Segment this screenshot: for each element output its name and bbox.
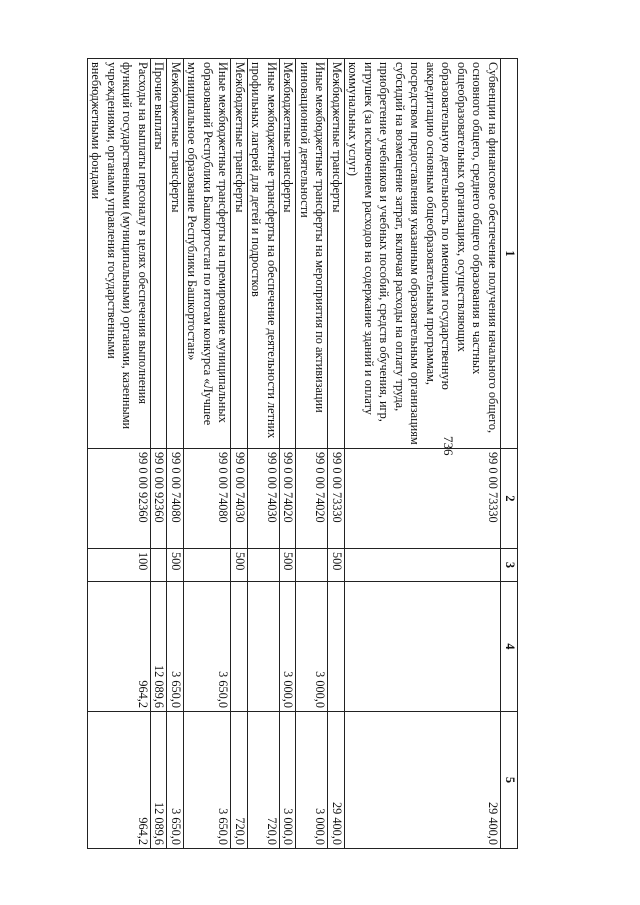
row-name: Иные межбюджетные трансферты на мероприятия по активизации инновационной деятельности	[296, 59, 328, 449]
table-row	[231, 59, 248, 849]
table-row	[345, 59, 501, 849]
row-col5: 3 000,0	[280, 712, 297, 849]
row-name: Иные межбюджетные трансферты на обеспечение деятельности летних профильных лагерей для детей и подростков	[248, 59, 280, 449]
row-code: 99 0 00 73330	[345, 449, 501, 549]
row-col4	[231, 582, 248, 712]
header-col-1: 1	[501, 59, 518, 449]
row-name: Расходы на выплаты персоналу в целях обеспечения выполнения функций государственными (муниципальными) органами, казенными учреждениями, органами управления государственными внебюджетными фондами	[88, 59, 151, 449]
row-col4: 3 000,0	[280, 582, 297, 712]
table-row	[296, 59, 328, 849]
row-col5: 3 000,0	[296, 712, 328, 849]
row-col5: 3 650,0	[184, 712, 232, 849]
row-col4	[328, 582, 345, 712]
table-row	[280, 59, 297, 849]
row-code: 99 0 00 73330	[328, 449, 345, 549]
row-vr	[296, 549, 328, 582]
row-name: Межбюджетные трансферты	[328, 59, 345, 449]
row-name: Межбюджетные трансферты	[167, 59, 184, 449]
table-row	[184, 59, 232, 849]
row-col5: 3 650,0	[167, 712, 184, 849]
row-col4: 12 089,6	[151, 582, 168, 712]
row-col4: 3 650,0	[167, 582, 184, 712]
row-vr	[184, 549, 232, 582]
row-name: Прочие выплаты	[151, 59, 168, 449]
row-col5: 964,2	[88, 712, 151, 849]
table-row	[328, 59, 345, 849]
row-vr: 500	[328, 549, 345, 582]
header-col-3: 3	[501, 549, 518, 582]
row-vr: 500	[231, 549, 248, 582]
row-col5: 29 400,0	[328, 712, 345, 849]
row-code: 99 0 00 74020	[296, 449, 328, 549]
row-vr	[151, 549, 168, 582]
budget-table	[87, 58, 518, 849]
header-col-2: 2	[501, 449, 518, 549]
row-code: 99 0 00 92360	[88, 449, 151, 549]
row-vr: 500	[280, 549, 297, 582]
row-vr: 100	[88, 549, 151, 582]
row-code: 99 0 00 74020	[280, 449, 297, 549]
row-code: 99 0 00 92360	[151, 449, 168, 549]
row-code: 99 0 00 74030	[248, 449, 280, 549]
page-number: 736	[441, 436, 456, 456]
row-name: Субвенции на финансовое обеспечение получения начального общего, основного общего, среднего общего образования в частных общеобразовательных организациях, осуществляющих образовательную деятельность по имеющим государственную аккредитацию основным общеобразовательным программам, посредством предоставления указанным образовательным организациям субсидий на возмещение затрат, включая расходы на оплату труда, приобретение учебников и учебных пособий, средств обучения, игр, игрушек (за исключением расходов на содержание зданий и оплату коммунальных услуг)	[345, 59, 501, 449]
row-col5: 29 400,0	[345, 712, 501, 849]
table-row	[248, 59, 280, 849]
row-code: 99 0 00 74030	[231, 449, 248, 549]
row-col5: 720,0	[231, 712, 248, 849]
row-col4: 3 650,0	[184, 582, 232, 712]
row-col4: 964,2	[88, 582, 151, 712]
header-row	[501, 59, 518, 849]
row-col5: 720,0	[248, 712, 280, 849]
row-code: 99 0 00 74080	[184, 449, 232, 549]
row-name: Межбюджетные трансферты	[280, 59, 297, 449]
row-vr: 500	[167, 549, 184, 582]
row-name: Межбюджетные трансферты	[231, 59, 248, 449]
table-row	[167, 59, 184, 849]
row-code: 99 0 00 74080	[167, 449, 184, 549]
row-name: Иные межбюджетные трансферты на премирование муниципальных образований Республики Башкортостан по итогам конкурса «Лучшее муниципальное образование Республики Башкортостан»	[184, 59, 232, 449]
header-col-4: 4	[501, 582, 518, 712]
table-row	[88, 59, 151, 849]
table-row	[151, 59, 168, 849]
rotated-table-wrapper	[78, 58, 518, 848]
row-col4: 3 000,0	[296, 582, 328, 712]
row-col4	[345, 582, 501, 712]
row-col5: 12 089,6	[151, 712, 168, 849]
row-vr	[345, 549, 501, 582]
row-col4	[248, 582, 280, 712]
header-col-5: 5	[501, 712, 518, 849]
row-vr	[248, 549, 280, 582]
